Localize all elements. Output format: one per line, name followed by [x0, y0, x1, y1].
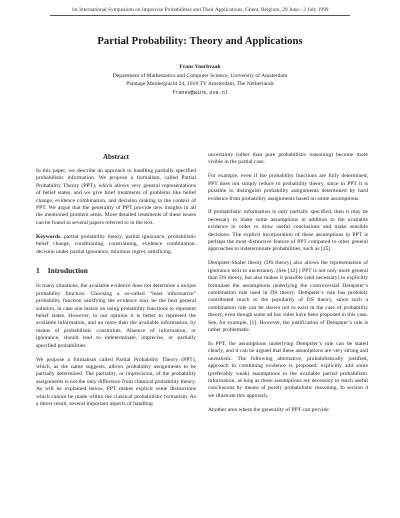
right-paragraph-3: If probabilistic information is only partially specified, then it may be necessary to make some assumptions in addition to the available evidence in order to draw useful conclusions and make sensible decisions. The explicit incorporation of these assumptions in PPT is perhaps the most distinctive feature of PPT compared to other general approaches to indeterminate probabilities, such as [25].	[208, 209, 368, 253]
author-block	[0, 63, 400, 97]
right-paragraph-4: Dempster-Shafer theory (DS theory) also allows the representation of ignorance next to uncertainty. (See [12].) PPT is not only more general than DS theory, but also makes it possible (and necessary) to explicitly formulate the assumptions underlying the controversial Dempster’s combination rule used in DS theory. Dempster’s rule has probably contributed much to the popularity of DS theory, since such a combination rule can be shown not to exist in the case of probability theory, even though some ad hoc rules have been proposed in this case. See, for example, [1]. However, the justification of Dempster’s rule is rather problematic.	[208, 260, 368, 334]
right-paragraph-6: Another area where the generality of PPT can provide	[208, 406, 329, 413]
author-name: Frans Voorbraak	[179, 64, 221, 70]
intro-paragraph-2: We propose a formalism called Partial Probability Theory (PPT), which, as the name suggests, allows probability assignments to be partially determined. The partiality, or imprecision, of the probability assignments is not the only difference from classical probability theory. As will be explained below, PPT makes explicit some distinctions which cannot be made within the classical probabilistic formalism. As a direct result, several important aspects of handling	[36, 356, 196, 407]
section-heading-introduction	[36, 267, 196, 274]
keywords-text: partial probability theory, partial ignorance, probabilistic belief change, conditioning, constraining, evidence combination, decision under partial ignorance, minimax regret, satisficing.	[36, 233, 196, 255]
keywords-label: Keywords.	[36, 233, 62, 240]
paper-title: Partial Probability: Theory and Applications	[97, 36, 303, 47]
right-paragraph-2: For example, even if the probability functions are fully determined, PPT does not simply reduce to probability theory, since in PPT it is possible to distinguish probability assignments determined by hard evidence from probability assignments based on some assumptions.	[208, 173, 368, 202]
right-column	[208, 152, 368, 421]
abstract-text: In this paper, we describe an approach to handling partially specified probabilistic information. We propose a formalism, called Partial Probability Theory (PPT), which allows very general representations of belief states, and we give brief treatments of problems like belief change, evidence combination, and decision making in the context of PPT. We argue that the generality of PPT provide new insights in all the mentioned problem areas. More detailed treatments of these issues can be found in several papers referred to in the text.	[36, 168, 196, 226]
intro-paragraph-1: In many situations, the available evidence does not determine a unique probability function. Choosing a so-called “least informative” probability function satisfying the evidence may be the best general solution, in case one insists on using probability functions to represent belief states. However, in our opinion it is better to represent the available information, and no more than the available information, by means of probabilistic constraints. Absence of information, or ignorance, should lead to indeterminate, imprecise, or partially specified probabilities.	[36, 283, 196, 349]
running-header: 1st International Symposium on Imprecise Probabilities and Their Applications, Ghent, Belgium, 29 June - 2 July 1999	[71, 7, 329, 13]
author-department: Department of Mathematics and Computer Science, University of Amsterdam	[112, 72, 288, 79]
right-paragraph-5: In PPT, the assumptions underlying Dempster’s rule can be stated clearly, and it can be argued that these assumptions are very strong and unrealistic. The following alternative, probabilistically justified, approach to combining evidence is proposed: explicitly add some (preferably weak) assumptions to the available partial probabilistic information, as long as these assumptions are necessary to reach useful conclusions by means of purely probabilistic reasoning. In section 4 we illustrate this approach.	[208, 340, 368, 399]
section-title: Introduction	[47, 265, 88, 275]
header-rule	[50, 15, 350, 16]
abstract-heading: Abstract	[102, 153, 130, 161]
author-address: Plantage Muidergracht 24, 1018 TV Amsterdam, The Netherlands	[126, 81, 274, 87]
right-paragraph-1: uncertainty (other than pure probabilistic reasoning) become more visible in the partial case.	[208, 152, 368, 166]
author-email: fransv@wins.uva.nl	[171, 89, 229, 96]
left-column	[36, 168, 196, 415]
keywords-paragraph	[36, 234, 196, 256]
section-number: 1	[36, 265, 40, 275]
